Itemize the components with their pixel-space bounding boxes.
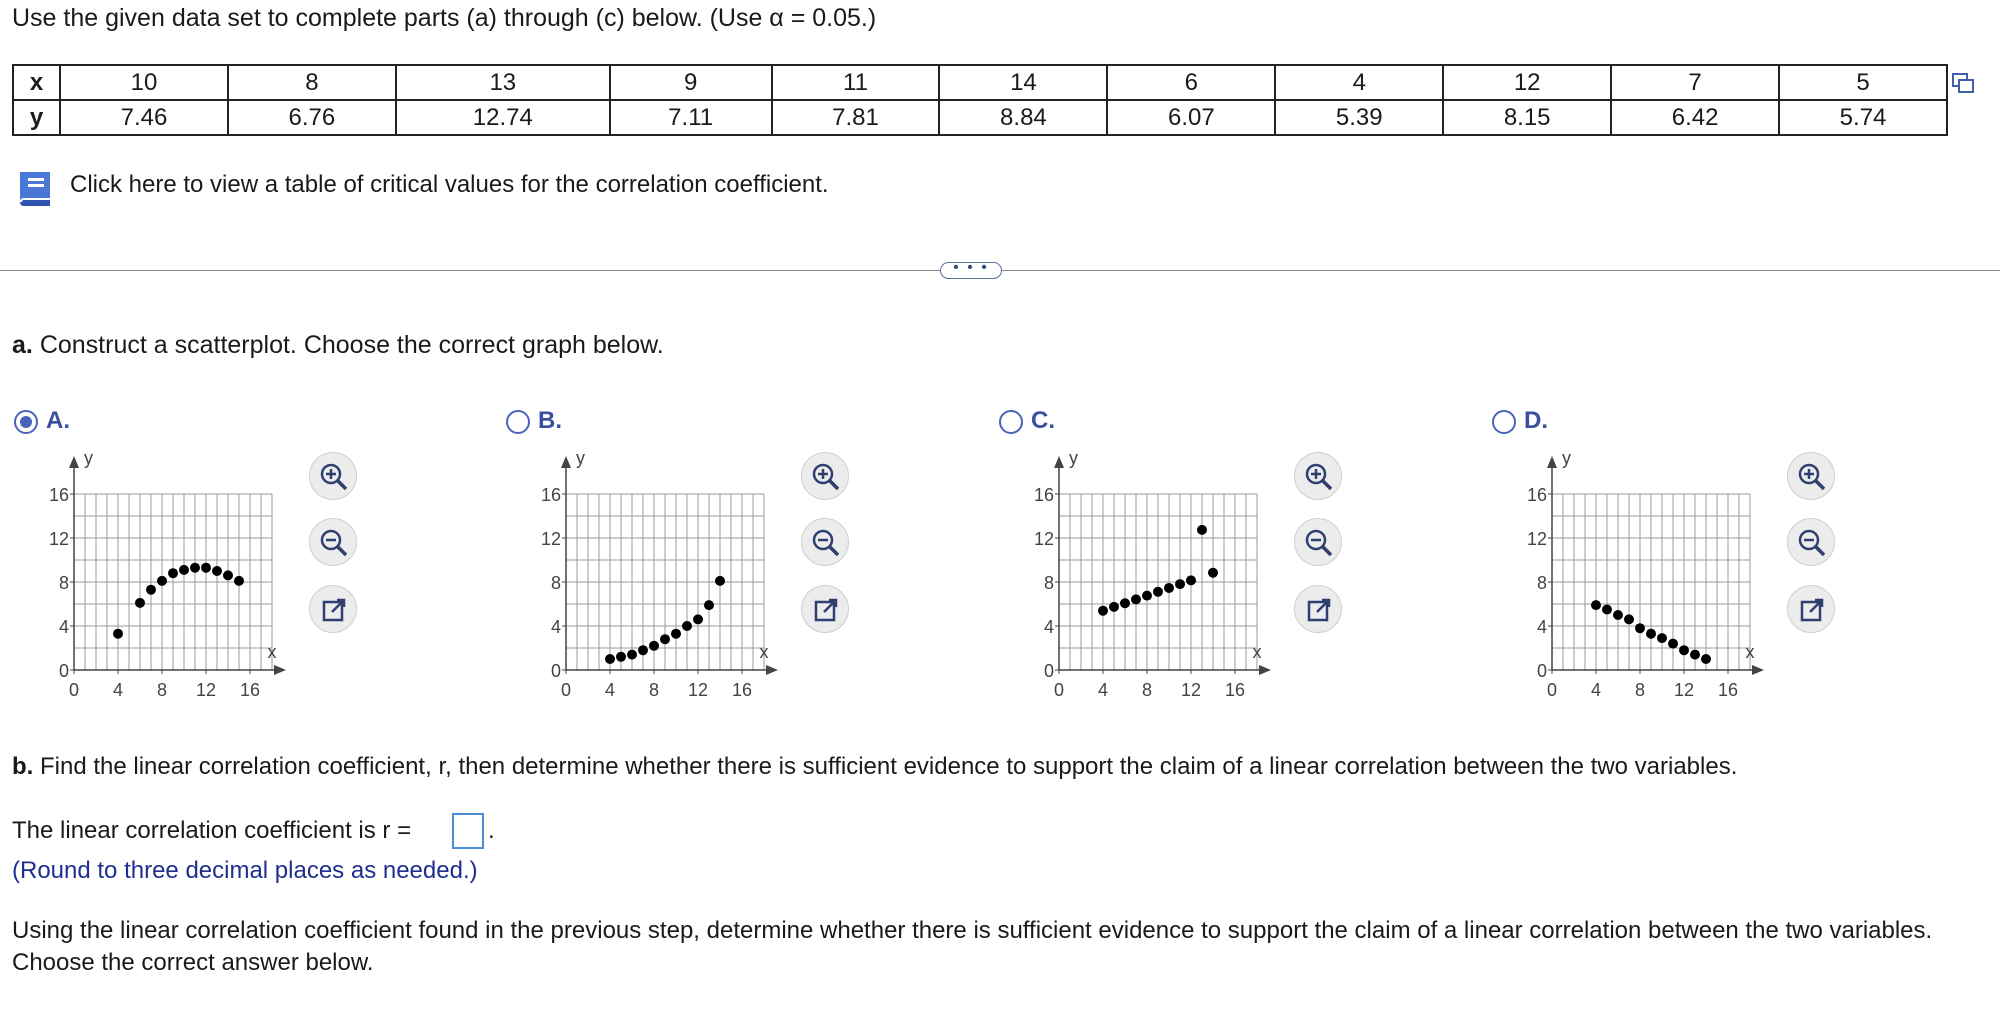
y-axis-label: y xyxy=(84,450,93,468)
y-tick-label: 4 xyxy=(58,617,69,637)
data-point xyxy=(605,654,615,664)
data-point xyxy=(1153,587,1163,597)
y-tick-label: 16 xyxy=(48,485,69,505)
answer-period: . xyxy=(488,817,495,844)
y-cell: 6.07 xyxy=(1107,100,1275,135)
y-cell: 7.46 xyxy=(60,100,228,135)
data-point xyxy=(1635,623,1645,633)
data-point xyxy=(201,563,211,573)
y-tick-label: 0 xyxy=(58,661,69,681)
y-cell: 7.81 xyxy=(772,100,940,135)
data-point xyxy=(649,641,659,651)
scatterplot-svg xyxy=(1506,450,1766,700)
book-icon[interactable] xyxy=(14,168,58,208)
x-tick-label: 4 xyxy=(112,680,124,700)
zoom-in-icon[interactable] xyxy=(801,452,849,500)
x-axis-label: x xyxy=(1745,642,1755,662)
data-point xyxy=(190,563,200,573)
y-cell: 7.11 xyxy=(610,100,772,135)
y-tick-label: 12 xyxy=(1526,529,1547,549)
y-axis-arrow xyxy=(1547,456,1557,468)
part-b-prompt xyxy=(12,753,1737,781)
x-cell: 9 xyxy=(610,65,772,100)
y-cell: 5.39 xyxy=(1275,100,1443,135)
scatterplot-svg xyxy=(28,450,288,700)
x-tick-label: 4 xyxy=(1590,680,1602,700)
critical-values-link[interactable]: Click here to view a table of critical values for the correlation coefficient. xyxy=(70,171,829,198)
x-header: x xyxy=(13,65,60,100)
data-point xyxy=(223,570,233,580)
data-point xyxy=(1668,639,1678,649)
x-tick-label: 4 xyxy=(604,680,616,700)
data-point xyxy=(1208,568,1218,578)
y-tick-label: 4 xyxy=(550,617,561,637)
data-point xyxy=(715,576,725,586)
option-label[interactable]: A. xyxy=(46,407,70,434)
y-tick-label: 8 xyxy=(58,573,69,593)
x-tick-label: 16 xyxy=(239,680,261,700)
x-tick-label: 0 xyxy=(1546,680,1558,700)
data-point xyxy=(1131,594,1141,604)
x-tick-label: 12 xyxy=(687,680,709,700)
part-a-label: a. xyxy=(12,331,33,359)
scatterplot-svg xyxy=(520,450,780,700)
x-axis-arrow xyxy=(766,665,778,675)
y-tick-label: 16 xyxy=(1033,485,1054,505)
option-radio-c[interactable] xyxy=(999,410,1023,434)
x-tick-label: 8 xyxy=(156,680,168,700)
data-point xyxy=(135,598,145,608)
zoom-in-icon[interactable] xyxy=(1294,452,1342,500)
y-cell: 8.84 xyxy=(939,100,1107,135)
data-point xyxy=(157,576,167,586)
y-tick-label: 0 xyxy=(1536,661,1547,681)
x-cell: 13 xyxy=(396,65,610,100)
x-axis-label: x xyxy=(267,642,277,662)
data-point xyxy=(660,634,670,644)
data-point xyxy=(1109,602,1119,612)
y-tick-label: 8 xyxy=(1043,573,1054,593)
y-cell: 12.74 xyxy=(396,100,610,135)
data-table xyxy=(12,64,1948,136)
x-axis-arrow xyxy=(274,665,286,675)
data-point xyxy=(146,585,156,595)
scatterplot-c xyxy=(1013,450,1273,700)
y-tick-label: 16 xyxy=(540,485,561,505)
x-cell: 4 xyxy=(1275,65,1443,100)
x-tick-label: 12 xyxy=(1673,680,1695,700)
option-label[interactable]: B. xyxy=(538,407,562,434)
y-tick-label: 12 xyxy=(48,529,69,549)
y-tick-label: 8 xyxy=(1536,573,1547,593)
x-cell: 12 xyxy=(1443,65,1611,100)
zoom-in-icon[interactable] xyxy=(309,452,357,500)
part-a-text: Construct a scatterplot. Choose the correct graph below. xyxy=(39,331,664,359)
data-point xyxy=(616,652,626,662)
data-point xyxy=(1120,598,1130,608)
data-point xyxy=(671,629,681,639)
data-point xyxy=(1602,605,1612,615)
x-cell: 6 xyxy=(1107,65,1275,100)
y-axis-arrow xyxy=(1054,456,1064,468)
data-point xyxy=(1690,650,1700,660)
data-point xyxy=(1679,645,1689,655)
data-point xyxy=(113,629,123,639)
r-answer-input[interactable] xyxy=(452,813,484,849)
expand-button[interactable]: • • • xyxy=(940,262,1002,279)
x-tick-label: 8 xyxy=(648,680,660,700)
option-label[interactable]: C. xyxy=(1031,407,1055,434)
zoom-out-icon[interactable] xyxy=(1787,518,1835,566)
y-cell: 5.74 xyxy=(1779,100,1947,135)
y-tick-label: 12 xyxy=(540,529,561,549)
y-tick-label: 4 xyxy=(1536,617,1547,637)
y-tick-label: 8 xyxy=(550,573,561,593)
scatterplot-a xyxy=(28,450,288,700)
data-point xyxy=(1098,606,1108,616)
data-point xyxy=(1657,633,1667,643)
x-axis-label: x xyxy=(759,642,769,662)
y-tick-label: 0 xyxy=(1043,661,1054,681)
x-tick-label: 16 xyxy=(1224,680,1246,700)
x-tick-label: 12 xyxy=(1180,680,1202,700)
x-cell: 14 xyxy=(939,65,1107,100)
zoom-out-icon[interactable] xyxy=(309,518,357,566)
final-question: Using the linear correlation coefficient found in the previous step, determine whether there is sufficient evidence to support the claim of a linear correlation between the two variables. Choose the correct answer below. xyxy=(12,917,1933,976)
data-point xyxy=(1186,575,1196,585)
y-tick-label: 12 xyxy=(1033,529,1054,549)
scatterplot-b xyxy=(520,450,780,700)
x-row xyxy=(13,65,1947,100)
option-radio-b[interactable] xyxy=(506,410,530,434)
x-cell: 10 xyxy=(60,65,228,100)
data-point xyxy=(682,621,692,631)
y-cell: 6.42 xyxy=(1611,100,1779,135)
data-point xyxy=(1175,579,1185,589)
data-point xyxy=(1197,525,1207,535)
part-a-prompt xyxy=(12,331,664,360)
zoom-in-icon[interactable] xyxy=(1787,452,1835,500)
data-point xyxy=(1701,654,1711,664)
x-tick-label: 12 xyxy=(195,680,217,700)
data-point xyxy=(1142,591,1152,601)
data-point xyxy=(1613,610,1623,620)
popout-icon[interactable] xyxy=(309,585,357,633)
x-tick-label: 0 xyxy=(560,680,572,700)
popout-icon[interactable] xyxy=(1787,585,1835,633)
option-radio-a[interactable] xyxy=(14,410,38,434)
y-axis-arrow xyxy=(69,456,79,468)
y-header: y xyxy=(13,100,60,135)
data-point xyxy=(638,645,648,655)
data-point xyxy=(179,565,189,575)
rounding-hint: (Round to three decimal places as needed.) xyxy=(12,857,478,884)
data-point xyxy=(1646,629,1656,639)
data-point xyxy=(1624,614,1634,624)
x-tick-label: 8 xyxy=(1141,680,1153,700)
data-point xyxy=(627,650,637,660)
x-cell: 8 xyxy=(228,65,396,100)
x-cell: 5 xyxy=(1779,65,1947,100)
instructions: Use the given data set to complete parts (a) through (c) below. (Use α = 0.05.) xyxy=(12,4,877,32)
scatterplot-d xyxy=(1506,450,1766,700)
x-tick-label: 16 xyxy=(1717,680,1739,700)
x-tick-label: 0 xyxy=(68,680,80,700)
x-axis-arrow xyxy=(1259,665,1271,675)
y-axis-label: y xyxy=(1562,450,1571,468)
zoom-out-icon[interactable] xyxy=(801,518,849,566)
data-point xyxy=(1164,583,1174,593)
y-axis-label: y xyxy=(576,450,585,468)
answer-label: The linear correlation coefficient is r = xyxy=(12,817,412,844)
scatterplot-svg xyxy=(1013,450,1273,700)
option-radio-d[interactable] xyxy=(1492,410,1516,434)
x-cell: 7 xyxy=(1611,65,1779,100)
x-tick-label: 4 xyxy=(1097,680,1109,700)
y-cell: 8.15 xyxy=(1443,100,1611,135)
y-tick-label: 4 xyxy=(1043,617,1054,637)
option-label[interactable]: D. xyxy=(1524,407,1548,434)
zoom-out-icon[interactable] xyxy=(1294,518,1342,566)
data-point xyxy=(168,568,178,578)
y-axis-label: y xyxy=(1069,450,1078,468)
x-axis-label: x xyxy=(1252,642,1262,662)
part-b-label: b. xyxy=(12,753,34,780)
data-point xyxy=(704,600,714,610)
part-b-text: Find the linear correlation coefficient, r, then determine whether there is sufficient evidence to support the claim of a linear correlation between the two variables. xyxy=(40,753,1738,780)
y-axis-arrow xyxy=(561,456,571,468)
y-row xyxy=(13,100,1947,135)
data-point xyxy=(212,566,222,576)
data-point xyxy=(1591,600,1601,610)
x-tick-label: 0 xyxy=(1053,680,1065,700)
y-tick-label: 0 xyxy=(550,661,561,681)
data-point xyxy=(693,614,703,624)
x-cell: 11 xyxy=(772,65,940,100)
y-cell: 6.76 xyxy=(228,100,396,135)
x-tick-label: 16 xyxy=(731,680,753,700)
popout-icon[interactable] xyxy=(1294,585,1342,633)
data-point xyxy=(234,576,244,586)
copy-data-icon[interactable] xyxy=(1951,72,1977,94)
popout-icon[interactable] xyxy=(801,585,849,633)
x-tick-label: 8 xyxy=(1634,680,1646,700)
x-axis-arrow xyxy=(1752,665,1764,675)
y-tick-label: 16 xyxy=(1526,485,1547,505)
